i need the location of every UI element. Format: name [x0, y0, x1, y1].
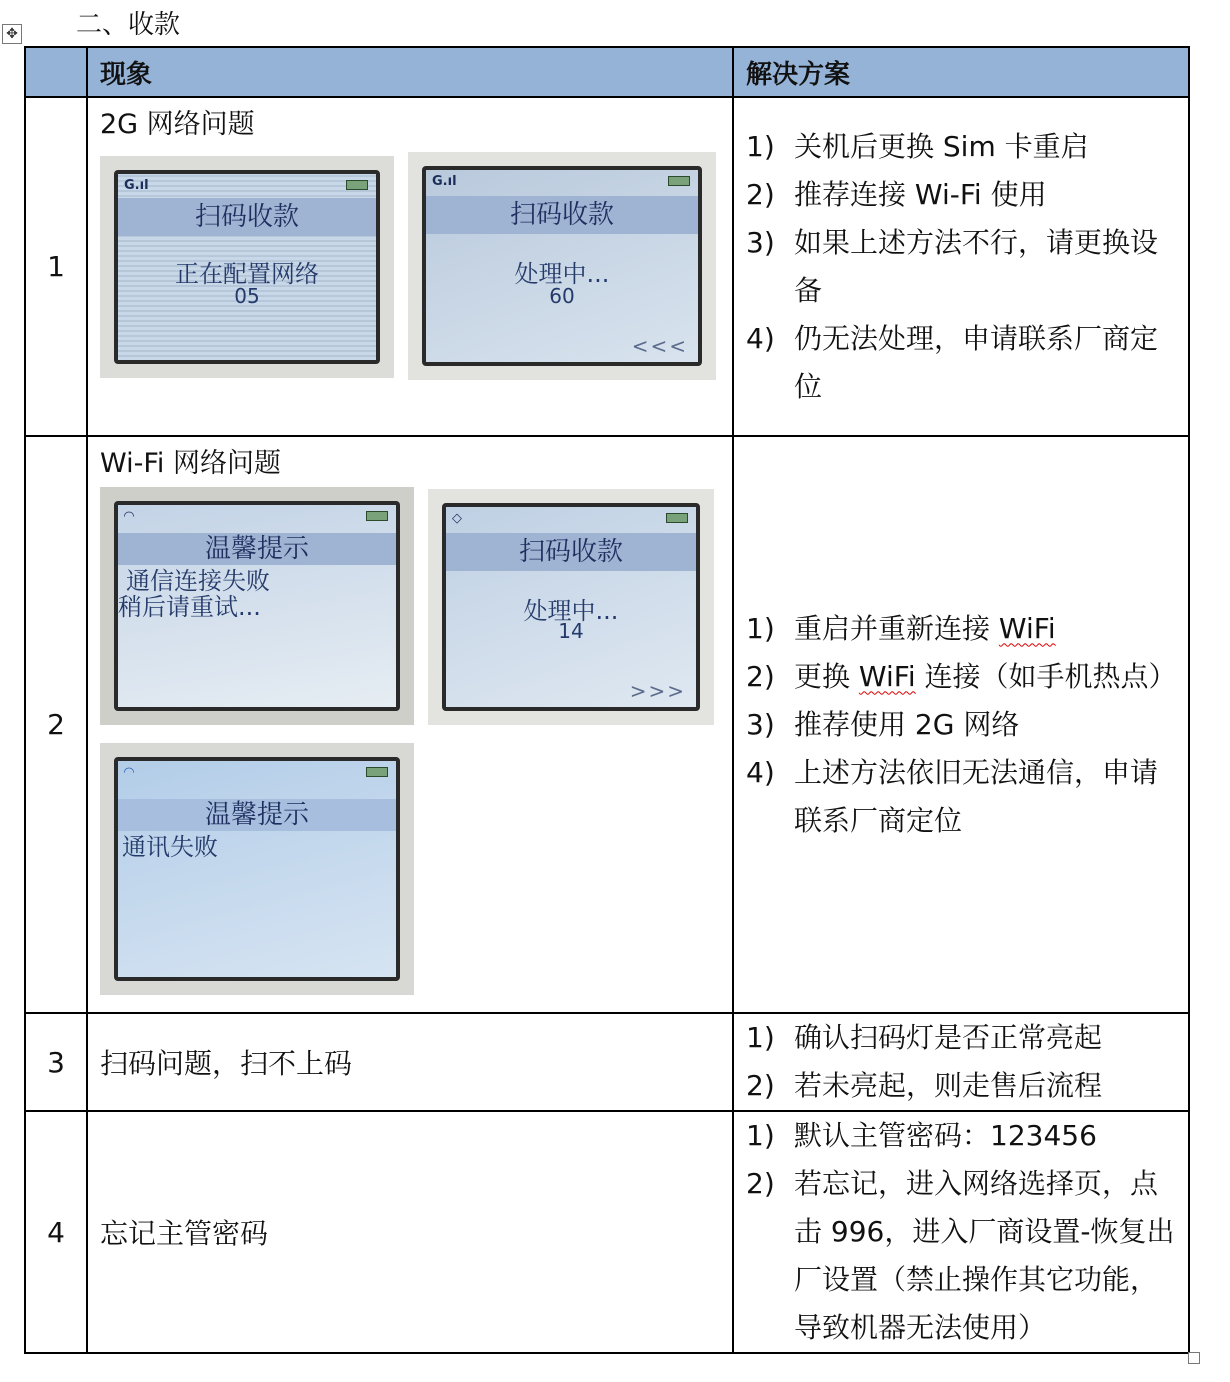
battery-icon	[366, 511, 388, 521]
screen-line: 通信连接失败	[126, 567, 270, 595]
list-item	[746, 701, 1180, 749]
screen-header: 温馨提示	[118, 533, 396, 565]
list-item	[746, 1062, 1180, 1110]
item-number: 1)	[746, 611, 775, 645]
symptom-text: 扫码问题，扫不上码	[87, 1013, 733, 1111]
screen-line: 05	[234, 284, 260, 308]
list-item	[746, 1160, 1180, 1352]
header-index	[25, 47, 87, 97]
section-title: 二、收款	[76, 10, 181, 40]
symptom-cell	[87, 97, 733, 436]
row-index: 4	[25, 1111, 87, 1353]
battery-icon	[666, 513, 688, 523]
item-text: 关机后更换 Sim 卡重启	[794, 129, 1089, 163]
table-row	[25, 97, 1189, 436]
symptom-text: 忘记主管密码	[87, 1111, 733, 1353]
screen-line: 正在配置网络	[175, 260, 319, 288]
item-number: 3)	[746, 225, 775, 259]
screen-header: 扫码收款	[118, 198, 376, 236]
solution-list	[734, 605, 1188, 845]
item-text	[794, 653, 1180, 701]
screen-header: 温馨提示	[118, 799, 396, 831]
symptom-title: 2G 网络问题	[100, 109, 255, 140]
device-photo	[428, 489, 714, 725]
spellcheck-word: WiFi	[998, 611, 1056, 645]
item-text: 推荐使用 2G 网络	[794, 707, 1020, 741]
item-number: 4)	[746, 755, 775, 789]
symptom-cell	[87, 436, 733, 1013]
wifi-icon: ◇	[452, 511, 462, 526]
list-item	[746, 315, 1180, 411]
signal-icon: G.ıl	[124, 178, 149, 193]
list-item	[746, 123, 1180, 171]
item-text: 如果上述方法不行，请更换设备	[794, 225, 1159, 307]
item-text-part: 更换	[794, 659, 859, 693]
device-screen	[422, 166, 702, 366]
symptom-title: Wi-Fi 网络问题	[100, 448, 281, 479]
screen-line: 稍后请重试...	[118, 593, 261, 621]
item-text: 若未亮起，则走售后流程	[794, 1069, 1103, 1102]
solution-list	[734, 123, 1188, 411]
item-text: 默认主管密码：123456	[794, 1119, 1097, 1152]
table-row	[25, 1013, 1189, 1111]
screen-line: 14	[558, 619, 584, 643]
troubleshooting-table	[24, 46, 1190, 1354]
spellcheck-word: WiFi	[858, 659, 916, 693]
list-item	[746, 653, 1180, 701]
item-number: 2)	[746, 1167, 775, 1200]
screen-header: 扫码收款	[446, 533, 696, 571]
list-item	[746, 605, 1180, 653]
solution-cell	[733, 1111, 1189, 1353]
list-item	[746, 219, 1180, 315]
table-move-icon[interactable]: ✥	[2, 24, 22, 44]
solution-list	[734, 1014, 1188, 1110]
solution-cell	[733, 436, 1189, 1013]
device-photo	[100, 156, 394, 378]
device-screen	[114, 501, 400, 711]
row-index: 1	[25, 97, 87, 436]
battery-icon	[346, 180, 368, 190]
battery-icon	[668, 176, 690, 186]
item-text-part: 重启并重新连接	[794, 611, 999, 645]
screen-line: 处理中...	[514, 260, 610, 288]
screen-line: 60	[549, 284, 575, 308]
header-symptom: 现象	[87, 47, 733, 97]
signal-icon: G.ıl	[432, 174, 457, 189]
arrows-indicator: <<<	[631, 334, 688, 358]
table-resize-handle[interactable]	[1188, 1352, 1200, 1364]
item-number: 1)	[746, 1119, 775, 1152]
item-text: 仍无法处理，申请联系厂商定位	[794, 321, 1159, 403]
row-index: 2	[25, 436, 87, 1013]
list-item	[746, 749, 1180, 845]
device-photo	[408, 152, 716, 380]
list-item	[746, 171, 1180, 219]
item-number: 2)	[746, 177, 775, 211]
item-text: 推荐连接 Wi-Fi 使用	[794, 177, 1047, 211]
device-screen	[114, 757, 400, 981]
table-row	[25, 436, 1189, 1013]
item-number: 3)	[746, 707, 775, 741]
row-index: 3	[25, 1013, 87, 1111]
device-screen	[442, 503, 700, 711]
item-number: 4)	[746, 321, 775, 355]
solution-cell	[733, 1013, 1189, 1111]
list-item	[746, 1112, 1180, 1160]
screen-line: 处理中...	[523, 597, 619, 625]
device-photo	[100, 487, 414, 725]
item-text: 上述方法依旧无法通信，申请联系厂商定位	[794, 755, 1159, 837]
solution-list	[734, 1112, 1188, 1352]
solution-cell	[733, 97, 1189, 436]
screen-header: 扫码收款	[426, 196, 698, 234]
wifi-icon: ◠	[124, 765, 134, 780]
wifi-icon: ◠	[124, 509, 134, 524]
table-header-row	[25, 47, 1189, 97]
device-photo	[100, 743, 414, 995]
item-number: 1)	[746, 129, 775, 163]
list-item	[746, 1014, 1180, 1062]
screen-line: 通讯失败	[122, 833, 218, 861]
arrows-indicator: >>>	[629, 679, 686, 703]
item-number: 1)	[746, 1021, 775, 1054]
battery-icon	[366, 767, 388, 777]
device-screen	[114, 170, 380, 364]
item-text-part: 连接（如手机热点）	[915, 659, 1177, 693]
item-text: 确认扫码灯是否正常亮起	[794, 1021, 1103, 1054]
item-number: 2)	[746, 1069, 775, 1102]
table-row	[25, 1111, 1189, 1353]
item-text	[794, 605, 1180, 653]
item-text: 若忘记，进入网络选择页，点击 996，进入厂商设置-恢复出厂设置（禁止操作其它功能，导致机器无法使用）	[794, 1167, 1175, 1344]
item-number: 2)	[746, 659, 775, 693]
header-solution: 解决方案	[733, 47, 1189, 97]
